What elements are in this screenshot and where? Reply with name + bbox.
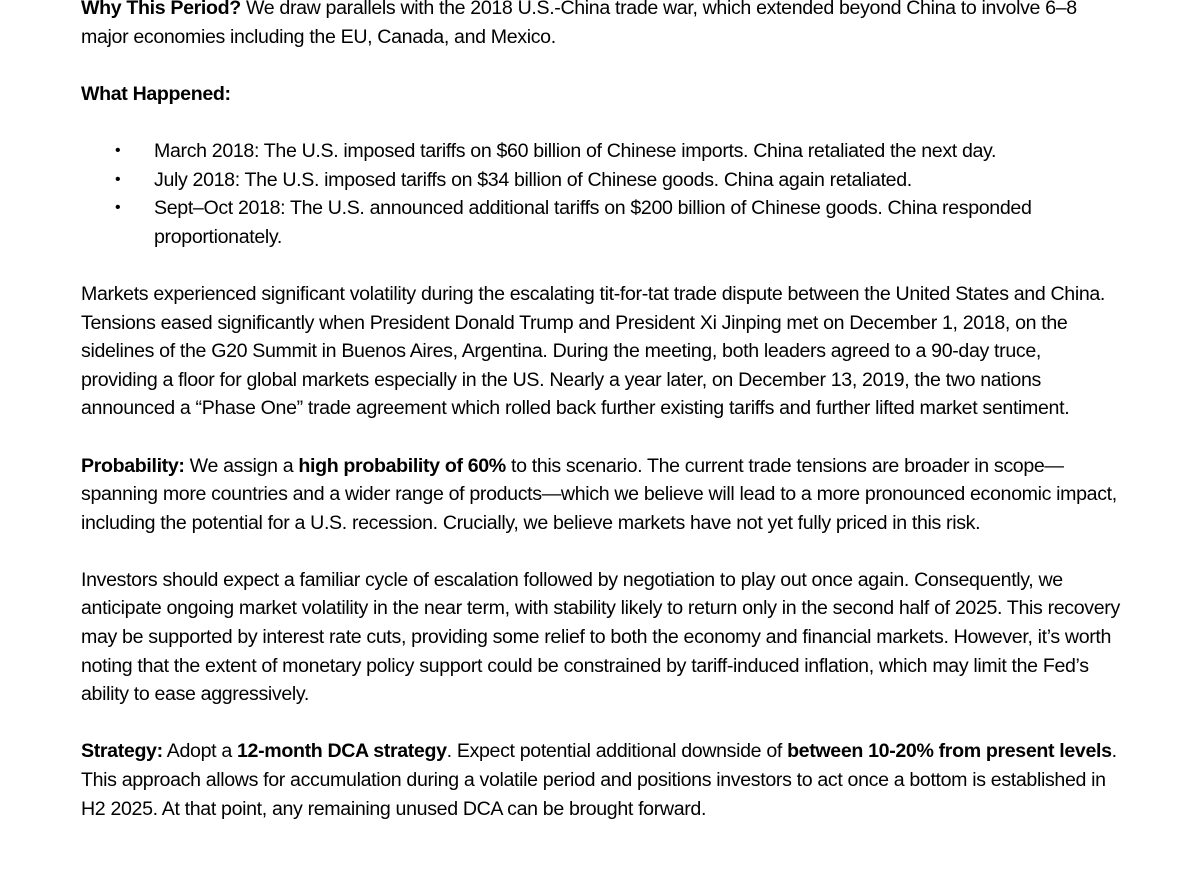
bullet-icon: •: [115, 141, 121, 159]
why-this-period-label: Why This Period?: [81, 0, 241, 19]
bullet-icon: •: [115, 199, 121, 217]
strategy-paragraph: [81, 737, 1121, 823]
strategy-highlight: between 10-20% from present levels: [787, 740, 1112, 763]
what-happened-label: What Happened:: [81, 82, 231, 105]
probability-text: We assign a: [184, 454, 299, 477]
strategy-highlight: 12-month DCA strategy: [236, 740, 447, 763]
list-item: [81, 137, 1121, 166]
markets-paragraph: Markets experienced significant volatility during the escalating tit-for-tat trade dispute between the United States and China. Tensions eased significantly when President Donald Trump and President Xi Jinping met on December 1, 2018, on the sidelines of the G20 Summit in Buenos Aires, Argentina. During the meeting, both leaders agreed to a 90-day truce, providing a floor for global markets especially in the US. Nearly a year later, on December 13, 2019, the two nations announced a “Phase One” trade agreement which rolled back further existing tariffs and further lifted market sentiment.: [81, 282, 1106, 420]
timeline-list: [81, 137, 1121, 251]
investors-paragraph: Investors should expect a familiar cycle of escalation followed by negotiation to play out once again. Consequently, we anticipate ongoing market volatility in the near term, with stability likely to return only in the second half of 2025. This recovery may be supported by interest rate cuts, providing some relief to both the economy and financial markets. However, it’s worth noting that the extent of monetary policy support could be constrained by tariff-induced inflation, which may limit the Fed’s ability to ease aggressively.: [81, 568, 1120, 706]
strategy-label: Strategy:: [81, 740, 163, 763]
strategy-text: . Expect potential additional downside of: [446, 740, 788, 763]
list-item-text: July 2018: The U.S. imposed tariffs on $34 billion of Chinese goods. China again retaliated.: [154, 168, 912, 191]
why-this-period-paragraph: [81, 0, 1121, 51]
strategy-text: Adopt a: [162, 740, 237, 763]
bullet-icon: •: [115, 170, 121, 188]
why-this-period-text: We draw parallels with the 2018 U.S.-China trade war, which extended beyond China to involve 6–8 major economies including the EU, Canada, and Mexico.: [81, 0, 1077, 48]
probability-highlight: high probability of 60%: [298, 454, 506, 477]
probability-text: to this scenario. The current trade tensions are broader in scope—spanning more countries and a wider range of products—which we believe will lead to a more pronounced economic impact, including the potential for a U.S. recession. Crucially, we believe markets have not yet fully priced in this risk.: [81, 454, 1117, 534]
strategy-text: . This approach allows for accumulation during a volatile period and positions investors to act once a bottom is established in H2 2025. At that point, any remaining unused DCA can be brought forward.: [81, 740, 1117, 820]
list-item: [81, 194, 1121, 251]
list-item-text: March 2018: The U.S. imposed tariffs on $60 billion of Chinese imports. China retaliated the next day.: [154, 139, 997, 162]
list-item: [81, 166, 1121, 195]
document-body: [81, 0, 1121, 852]
what-happened-heading: [81, 80, 1121, 109]
probability-paragraph: [81, 452, 1121, 538]
probability-label: Probability:: [81, 454, 185, 477]
list-item-text: Sept–Oct 2018: The U.S. announced additional tariffs on $200 billion of Chinese goods. China responded proportionately.: [154, 197, 1032, 248]
